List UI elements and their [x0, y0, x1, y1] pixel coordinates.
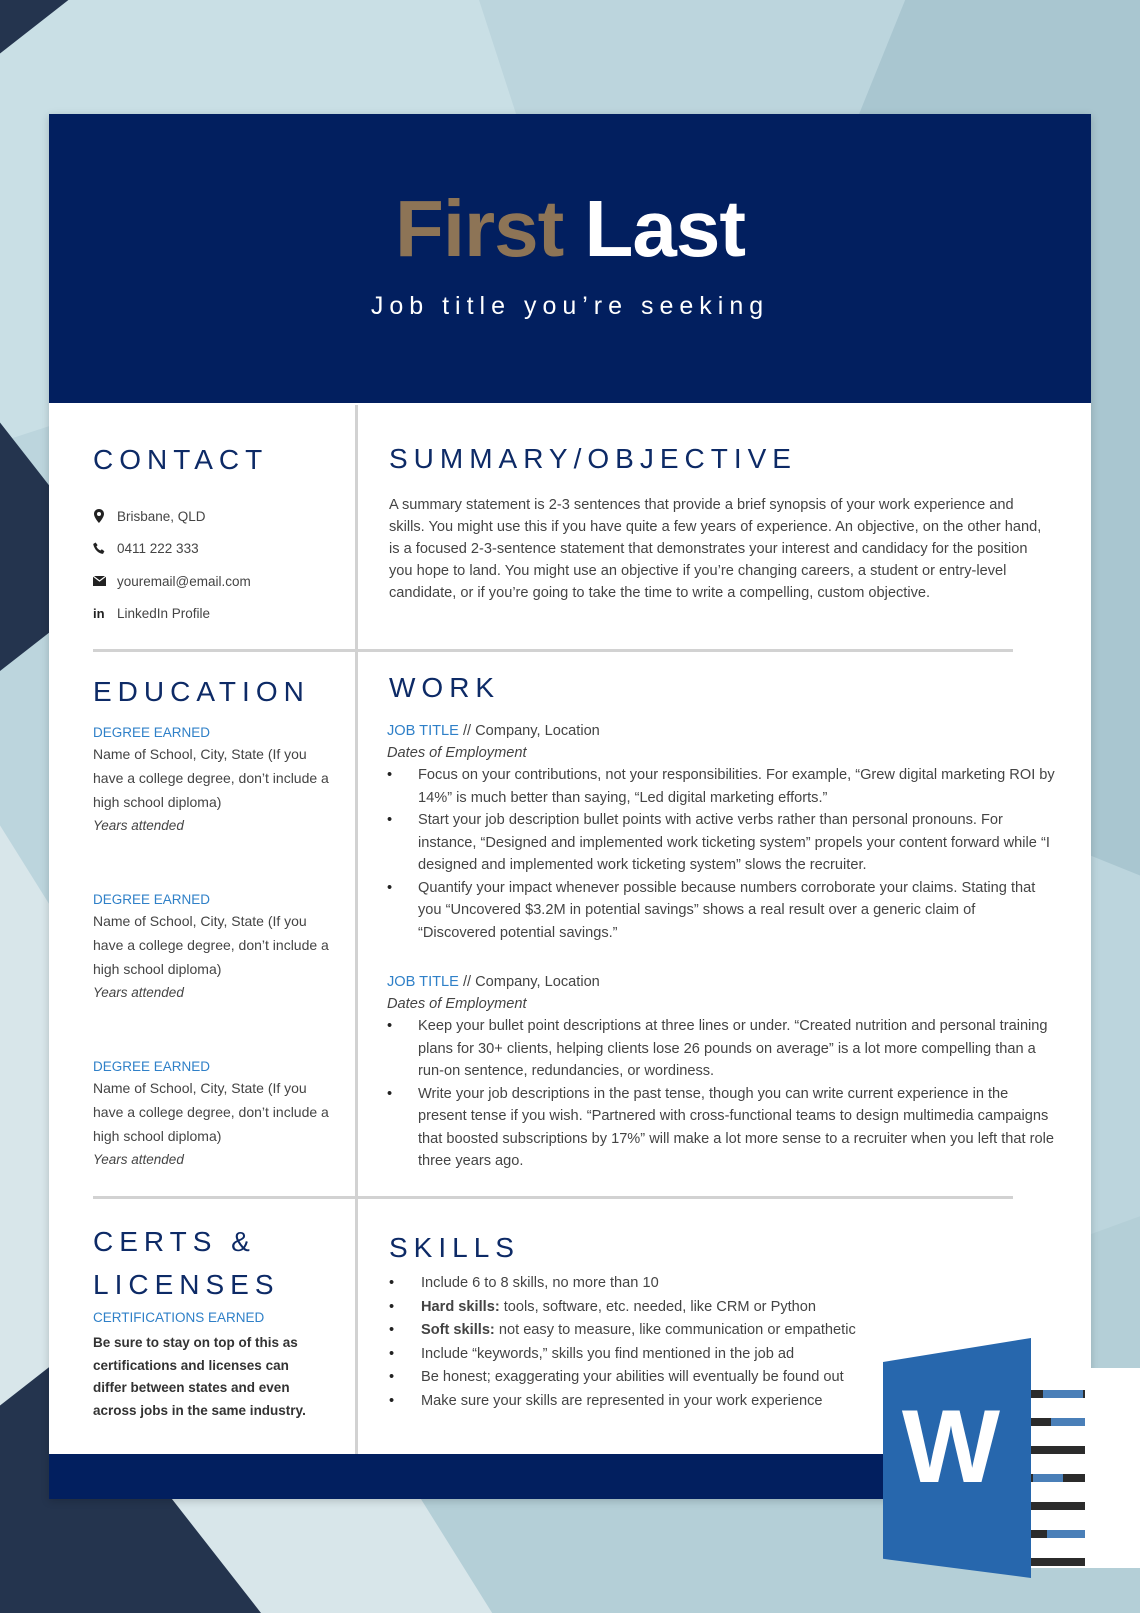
skill-text: not easy to measure, like communication or empathetic — [494, 1322, 856, 1338]
linkedin-icon: in — [93, 606, 105, 622]
last-name: Last — [584, 184, 746, 273]
skill-bold: Hard skills: — [421, 1298, 500, 1315]
job-company: // Company, Location — [458, 723, 600, 739]
resume-page — [49, 114, 1091, 1499]
education-entry — [93, 725, 333, 838]
contact-item-email[interactable] — [93, 565, 343, 598]
certifications-earned-label: CERTIFICATIONS EARNED — [93, 1310, 265, 1325]
years-attended: Years attended — [93, 818, 184, 833]
degree-label: DEGREE EARNED — [93, 1059, 211, 1074]
word-letter: W — [901, 1389, 1001, 1505]
skill-bold: Soft skills: — [421, 1322, 495, 1338]
skill-item — [389, 1272, 949, 1296]
skill-item — [389, 1343, 949, 1367]
employment-dates: Dates of Employment — [387, 996, 527, 1012]
school-text: Name of School, City, State (If you have a college degree, don’t include a high school diploma) — [93, 913, 329, 977]
contact-item-linkedin[interactable] — [93, 598, 343, 631]
degree-label: DEGREE EARNED — [93, 892, 211, 907]
certs-title-line2: LICENSES — [93, 1269, 280, 1300]
skill-text: tools, software, etc. needed, like CRM or Python — [499, 1298, 817, 1315]
school-text: Name of School, City, State (If you have a college degree, don’t include a high school diploma) — [93, 1080, 329, 1144]
job-title: JOB TITLE — [387, 974, 459, 990]
resume-name — [49, 184, 1091, 274]
years-attended: Years attended — [93, 1152, 184, 1167]
job-bullet: • Keep your bullet point descriptions at three lines or under. “Created nutrition and personal training plans for 30+ clients, helping clients lose 26 pounds on average” is a lot more compelling than a run-on sentence, redundancies, or wordiness. — [387, 1015, 1055, 1083]
envelope-icon — [93, 576, 117, 586]
work-entry — [387, 720, 1055, 944]
contact-item-location — [93, 500, 343, 533]
skill-text: Include “keywords,” skills you find mentioned in the job ad — [421, 1345, 795, 1362]
summary-title: SUMMARY/OBJECTIVE — [389, 443, 797, 474]
skill-text: Include 6 to 8 skills, no more than 10 — [421, 1275, 659, 1291]
resume-header — [49, 114, 1091, 403]
skills-list — [389, 1272, 949, 1413]
skill-text: Make sure your skills are represented in your work experience — [421, 1392, 823, 1409]
job-bullet: • Focus on your contributions, not your responsibilities. For example, “Grew digital marketing ROI by 14%” is much better than saying, “Led digital marketing efforts.” — [387, 764, 1055, 809]
contact-email[interactable]: youremail@email.com — [117, 573, 251, 589]
certs-description: Be sure to stay on top of this as certifications and licenses can differ between states and even across jobs in the same industry. — [93, 1335, 306, 1418]
job-heading — [387, 720, 1055, 742]
job-company: // Company, Location — [458, 974, 600, 990]
skill-item — [389, 1319, 949, 1343]
education-entry — [93, 892, 333, 1005]
skill-item — [389, 1390, 949, 1414]
first-name: First — [394, 184, 564, 273]
location-pin-icon — [93, 509, 117, 523]
section-divider — [93, 1196, 1013, 1199]
school-text: Name of School, City, State (If you have a college degree, don’t include a high school diploma) — [93, 746, 329, 810]
job-title-heading: Job title you’re seeking — [370, 292, 770, 320]
contact-title: CONTACT — [93, 444, 269, 475]
job-heading — [387, 971, 1055, 993]
degree-label: DEGREE EARNED — [93, 725, 211, 740]
contact-item-phone — [93, 533, 343, 566]
job-bullets — [387, 1015, 1055, 1173]
job-bullet: • Write your job descriptions in the past tense, though you can write current experience in the present tense if you wish. “Partnered with cross-functional teams to design multimedia campaigns that boosted subscriptions by 17%” will make a lot more sense to a recruiter when you left that role three years ago. — [387, 1083, 1055, 1173]
employment-dates: Dates of Employment — [387, 745, 527, 761]
microsoft-word-icon — [883, 1338, 1140, 1578]
contact-linkedin[interactable]: LinkedIn Profile — [117, 606, 211, 622]
skills-title: SKILLS — [389, 1232, 520, 1263]
job-bullet: • Quantify your impact whenever possible because numbers corroborate your claims. Stating that you “Uncovered $3.2M in potential savings” shows a real result over a generic claim of “Discovered potential savings.” — [387, 877, 1055, 945]
skill-item — [389, 1296, 949, 1320]
contact-list — [93, 500, 343, 630]
education-title: EDUCATION — [93, 676, 310, 707]
years-attended: Years attended — [93, 985, 184, 1000]
certs-title-line1: CERTS & — [93, 1226, 256, 1257]
work-entry — [387, 971, 1055, 1173]
certs-title — [93, 1220, 333, 1306]
section-divider — [93, 649, 1013, 652]
job-title: JOB TITLE — [387, 723, 459, 739]
contact-phone: 0411 222 333 — [117, 541, 199, 557]
contact-location: Brisbane, QLD — [117, 508, 206, 524]
job-bullets — [387, 764, 1055, 944]
column-divider — [355, 405, 358, 1454]
job-bullet: • Start your job description bullet points with active verbs rather than personal pronouns. For instance, “Designed and implemented work ticketing system” propels your content forward while “I designed and implemented work ticketing system” slows the recruiter. — [387, 809, 1055, 877]
education-entry — [93, 1059, 333, 1172]
skill-text: Be honest; exaggerating your abilities will eventually be found out — [421, 1369, 844, 1385]
summary-text: A summary statement is 2-3 sentences that provide a brief synopsis of your work experience and skills. You might use this if you have quite a few years of experience. An objective, on the other hand, is a focused 2-3-sentence statement that demonstrates your interest and candidacy for the position you hope to land. You might use an objective if you’re changing careers, a student or entry-level candidate, or if you’re going to take the time to write a compelling, custom objective. — [389, 497, 1042, 601]
skill-item — [389, 1366, 949, 1390]
phone-icon — [93, 542, 117, 555]
work-title: WORK — [389, 672, 501, 703]
